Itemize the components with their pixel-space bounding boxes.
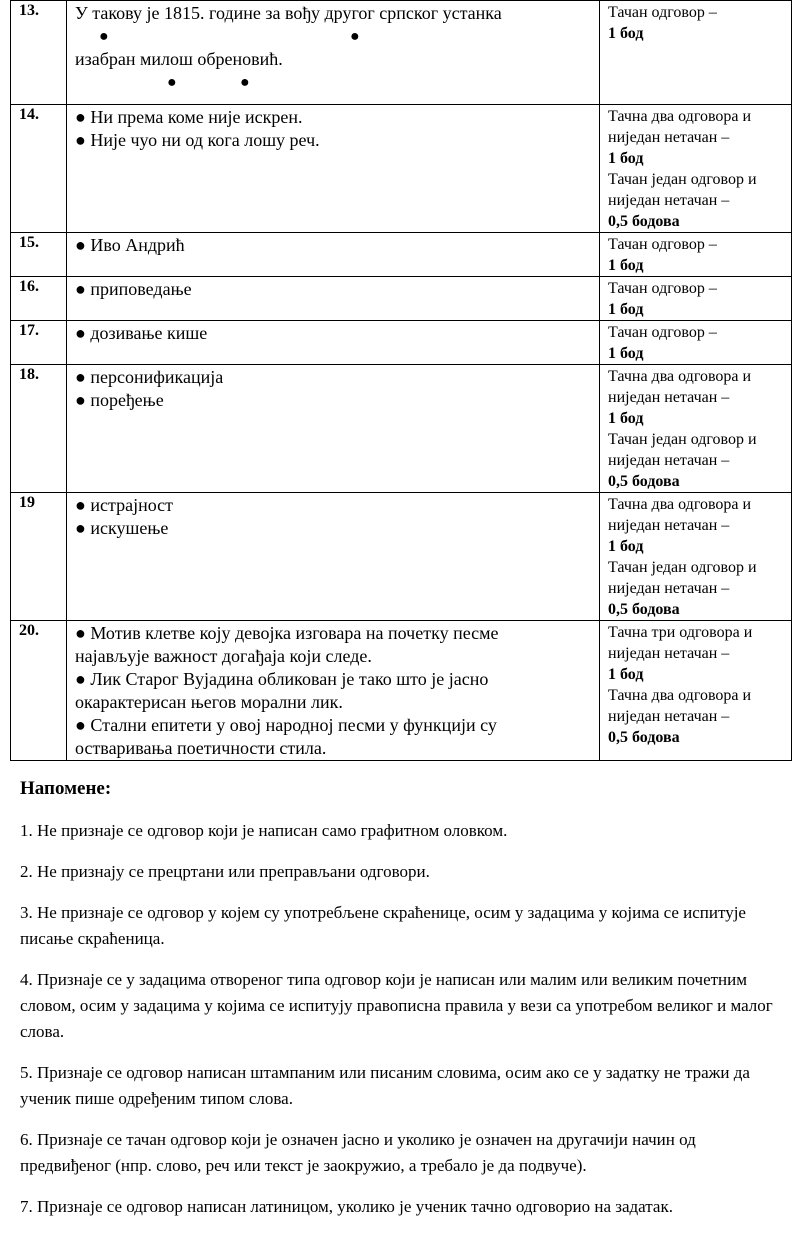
table-row [11,277,792,321]
table-row [11,233,792,277]
note-item: 3. Не признаје се одговор у којем су употребљене скраћенице, осим у задацима у којима се испитује писање скраћеница. [20,903,746,948]
task-number: 18. [11,365,67,493]
points-value: 1 бод [608,345,644,362]
points-line: Тачна два одговора и [608,108,752,125]
table-row [11,365,792,493]
task-number: 16. [11,277,67,321]
points-line: ниједан нетачан – [608,580,730,597]
answer-cell [67,365,600,493]
points-value: 1 бод [608,25,644,42]
answer-cell [67,321,600,365]
points-value: 0,5 бодова [608,729,680,746]
answer-line: ● Стални епитети у овој народној песми у функцији су [75,715,497,735]
points-line: ниједан нетачан – [608,452,730,469]
task-number: 15. [11,233,67,277]
answer-line: ● поређење [75,390,164,410]
points-cell [600,1,792,105]
points-line: Тачна два одговора и [608,368,752,385]
answer-line: ● Лик Старог Вујадина обликован је тако што је јасно [75,669,489,689]
points-value: 1 бод [608,257,644,274]
answer-line: ● искушење [75,518,169,538]
answer-line: ● Иво Андрић [75,235,185,255]
answer-line: ● персонификација [75,367,224,387]
points-line: Тачан један одговор и [608,171,757,188]
answer-markers [75,25,599,48]
points-value: 0,5 бодова [608,473,680,490]
bullet-marker: ● [99,28,109,45]
points-line: Тачан одговор – [608,280,717,297]
points-line: Тачна два одговора и [608,496,752,513]
points-cell [600,321,792,365]
answer-cell [67,1,600,105]
points-line: ниједан нетачан – [608,129,730,146]
points-value: 0,5 бодова [608,601,680,618]
bullet-marker: ● [240,74,250,91]
table-row [11,493,792,621]
table-row [11,1,792,105]
note-item: 7. Признаје се одговор написан латиницом, уколико је ученик тачно одговорио на задатак. [20,1197,673,1216]
task-number: 14. [11,105,67,233]
points-line: ниједан нетачан – [608,517,730,534]
points-line: Тачна три одговора и [608,624,753,641]
note-item: 6. Признаје се тачан одговор који је означен јасно и уколико је означен на другачији начин од предвиђеног (нпр. слово, реч или текст је заокружио, а требало је да подвуче). [20,1130,696,1175]
task-number: 17. [11,321,67,365]
answer-cell [67,621,600,761]
answer-line: ● Ни према коме није искрен. [75,107,303,127]
answer-cell [67,233,600,277]
points-line: Тачан одговор – [608,324,717,341]
bullet-marker: ● [350,28,360,45]
bullet-marker: ● [167,74,177,91]
answer-line: ● Није чуо ни од кога лошу реч. [75,130,320,150]
note-item: 5. Признаје се одговор написан штампаним или писаним словима, осим ако се у задатку не тражи да ученик пише одређеним типом слова. [20,1063,750,1108]
table-row [11,105,792,233]
answer-cell [67,277,600,321]
points-cell [600,105,792,233]
task-number: 20. [11,621,67,761]
task-number: 19 [11,493,67,621]
table-row [11,621,792,761]
answer-line: У такову је 1815. године за вођу другог српског устанка [75,3,502,23]
answer-key-table [10,0,792,761]
points-line: Тачан један одговор и [608,559,757,576]
answer-cell [67,105,600,233]
points-value: 1 бод [608,150,644,167]
points-cell [600,233,792,277]
points-value: 1 бод [608,301,644,318]
points-line: ниједан нетачан – [608,708,730,725]
answer-line: остваривања поетичности стила. [75,738,327,758]
points-line: ниједан нетачан – [608,389,730,406]
answer-line: окарактерисан његов морални лик. [75,692,343,712]
points-value: 1 бод [608,410,644,427]
points-line: ниједан нетачан – [608,645,730,662]
points-cell [600,277,792,321]
answer-line: ● истрајност [75,495,174,515]
table-row [11,321,792,365]
answer-line: најављује важност догађаја који следе. [75,646,372,666]
answer-line: изабран милош обреновић. [75,49,283,69]
points-line: Тачна два одговора и [608,687,752,704]
note-item: 4. Признаје се у задацима отвореног типа одговор који је написан или малим или великим почетним словом, осим у задацима у којима се испитују правописна правила у вези са употребом великог и малог слова. [20,970,773,1041]
notes-section [20,778,790,1235]
points-line: Тачан одговор – [608,236,717,253]
notes-title: Напомене: [20,778,112,799]
answer-line: ● Мотив клетве коју девојка изговара на почетку песме [75,623,499,643]
answer-markers [75,71,599,94]
task-number: 13. [11,1,67,105]
points-value: 1 бод [608,538,644,555]
points-line: Тачан одговор – [608,4,717,21]
points-cell [600,493,792,621]
points-cell [600,365,792,493]
answer-cell [67,493,600,621]
points-line: ниједан нетачан – [608,192,730,209]
points-cell [600,621,792,761]
note-item: 1. Не признаје се одговор који је написан само графитном оловком. [20,821,508,840]
answer-line: ● дозивање кише [75,323,208,343]
points-value: 1 бод [608,666,644,683]
points-line: Тачан један одговор и [608,431,757,448]
answer-line: ● приповедање [75,279,192,299]
note-item: 2. Не признају се прецртани или преправљани одговори. [20,862,430,881]
points-value: 0,5 бодова [608,213,680,230]
